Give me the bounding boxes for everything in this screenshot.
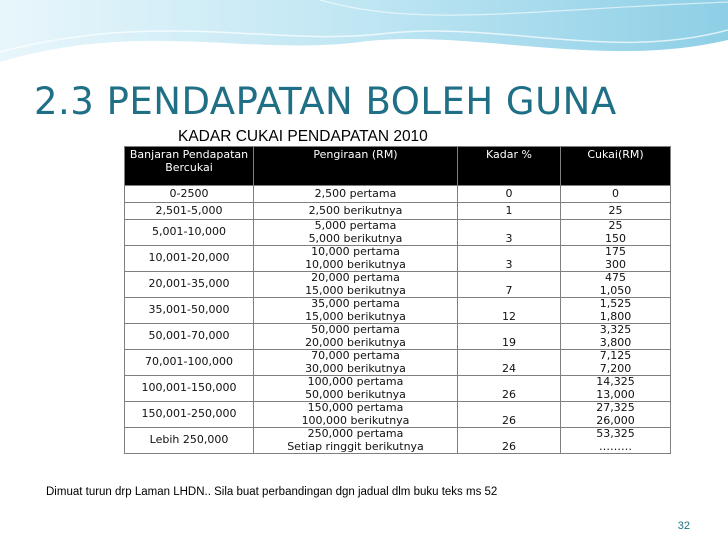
cell-rate: 3 [458,246,561,272]
table-row [125,246,671,272]
page-number: 32 [677,520,690,532]
cell-calculation-line: 10,000 berikutnya [305,257,406,271]
header-rate: Kadar % [458,147,561,186]
cell-calculation-line: 250,000 pertama [307,427,404,440]
cell-tax-line: 27,325 [596,401,635,414]
cell-tax-line: 7,125 [599,349,632,362]
cell-calculation [254,402,458,428]
cell-tax [561,428,671,454]
cell-tax-line: 3,800 [599,335,632,349]
header-income-band: Banjaran Pendapatan Bercukai [125,147,254,186]
cell-calculation-line: Setiap ringgit berikutnya [287,439,424,453]
cell-rate: 12 [458,298,561,324]
table-row [125,186,671,203]
cell-calculation [254,298,458,324]
table-row [125,220,671,246]
table-title: KADAR CUKAI PENDAPATAN 2010 [178,128,428,145]
cell-calculation [254,376,458,402]
cell-tax [561,186,671,203]
cell-calculation [254,324,458,350]
cell-tax-line: 53,325 [596,427,635,440]
cell-tax [561,203,671,220]
cell-calculation-line: 70,000 pertama [311,349,400,362]
table-row [125,402,671,428]
slide-title: 2.3 PENDAPATAN BOLEH GUNA [34,80,617,123]
table-row [125,350,671,376]
cell-tax-line: 3,325 [599,323,632,336]
cell-income-band: 100,001-150,000 [125,376,254,402]
table-row [125,203,671,220]
cell-calculation-line: 10,000 pertama [311,245,400,258]
cell-calculation-line: 2,500 pertama [314,186,397,200]
cell-rate: 1 [458,203,561,220]
cell-tax-line: 1,050 [599,283,632,297]
cell-tax-line: 1,800 [599,309,632,323]
cell-tax-line: 0 [612,186,619,200]
cell-income-band: 2,501-5,000 [125,203,254,220]
table-header-row [125,147,671,186]
decorative-wave-banner [0,0,728,90]
cell-income-band: 50,001-70,000 [125,324,254,350]
cell-tax-line: 25 [608,203,623,217]
cell-calculation [254,246,458,272]
cell-calculation-line: 5,000 berikutnya [308,231,403,245]
cell-tax [561,298,671,324]
table-body [125,186,671,454]
cell-tax [561,376,671,402]
cell-calculation-line: 5,000 pertama [314,219,397,232]
cell-income-band: 20,001-35,000 [125,272,254,298]
cell-income-band: 70,001-100,000 [125,350,254,376]
cell-rate: 26 [458,376,561,402]
cell-tax-line: 300 [605,257,626,271]
cell-income-band: 0-2500 [125,186,254,203]
cell-tax [561,402,671,428]
table-row [125,272,671,298]
cell-rate: 7 [458,272,561,298]
cell-calculation-line: 15,000 berikutnya [305,309,406,323]
cell-tax-line: ……… [599,439,632,453]
cell-tax-line: 175 [605,245,626,258]
cell-calculation-line: 20,000 pertama [311,271,400,284]
table-row [125,298,671,324]
cell-calculation [254,350,458,376]
header-tax: Cukai(RM) [561,147,671,186]
cell-tax [561,220,671,246]
cell-tax [561,272,671,298]
cell-income-band: 10,001-20,000 [125,246,254,272]
cell-calculation-line: 100,000 berikutnya [301,413,410,427]
cell-calculation [254,186,458,203]
cell-income-band: 5,001-10,000 [125,220,254,246]
cell-tax-line: 14,325 [596,375,635,388]
cell-rate: 26 [458,402,561,428]
cell-tax [561,324,671,350]
cell-tax-line: 25 [608,219,623,232]
cell-rate: 19 [458,324,561,350]
table-row [125,376,671,402]
cell-tax-line: 150 [605,231,626,245]
cell-rate: 3 [458,220,561,246]
cell-rate: 26 [458,428,561,454]
header-calculation: Pengiraan (RM) [254,147,458,186]
source-footnote: Dimuat turun drp Laman LHDN.. Sila buat perbandingan dgn jadual dlm buku teks ms 52 [46,486,498,498]
cell-calculation [254,220,458,246]
cell-tax-line: 1,525 [599,297,632,310]
cell-calculation-line: 100,000 pertama [307,375,404,388]
cell-calculation-line: 15,000 berikutnya [305,283,406,297]
cell-calculation [254,272,458,298]
cell-calculation-line: 20,000 berikutnya [305,335,406,349]
cell-rate: 24 [458,350,561,376]
cell-income-band: 150,001-250,000 [125,402,254,428]
cell-calculation-line: 50,000 pertama [311,323,400,336]
cell-calculation [254,203,458,220]
cell-calculation-line: 35,000 pertama [311,297,400,310]
cell-tax-line: 26,000 [596,413,635,427]
cell-income-band: Lebih 250,000 [125,428,254,454]
tax-rate-table [124,146,671,454]
cell-calculation [254,428,458,454]
table-row [125,428,671,454]
cell-rate: 0 [458,186,561,203]
cell-tax-line: 13,000 [596,387,635,401]
cell-tax [561,350,671,376]
cell-income-band: 35,001-50,000 [125,298,254,324]
cell-calculation-line: 30,000 berikutnya [305,361,406,375]
cell-calculation-line: 150,000 pertama [307,401,404,414]
cell-calculation-line: 2,500 berikutnya [308,203,403,217]
cell-tax-line: 475 [605,271,626,284]
cell-calculation-line: 50,000 berikutnya [305,387,406,401]
cell-tax-line: 7,200 [599,361,632,375]
table-row [125,324,671,350]
cell-tax [561,246,671,272]
